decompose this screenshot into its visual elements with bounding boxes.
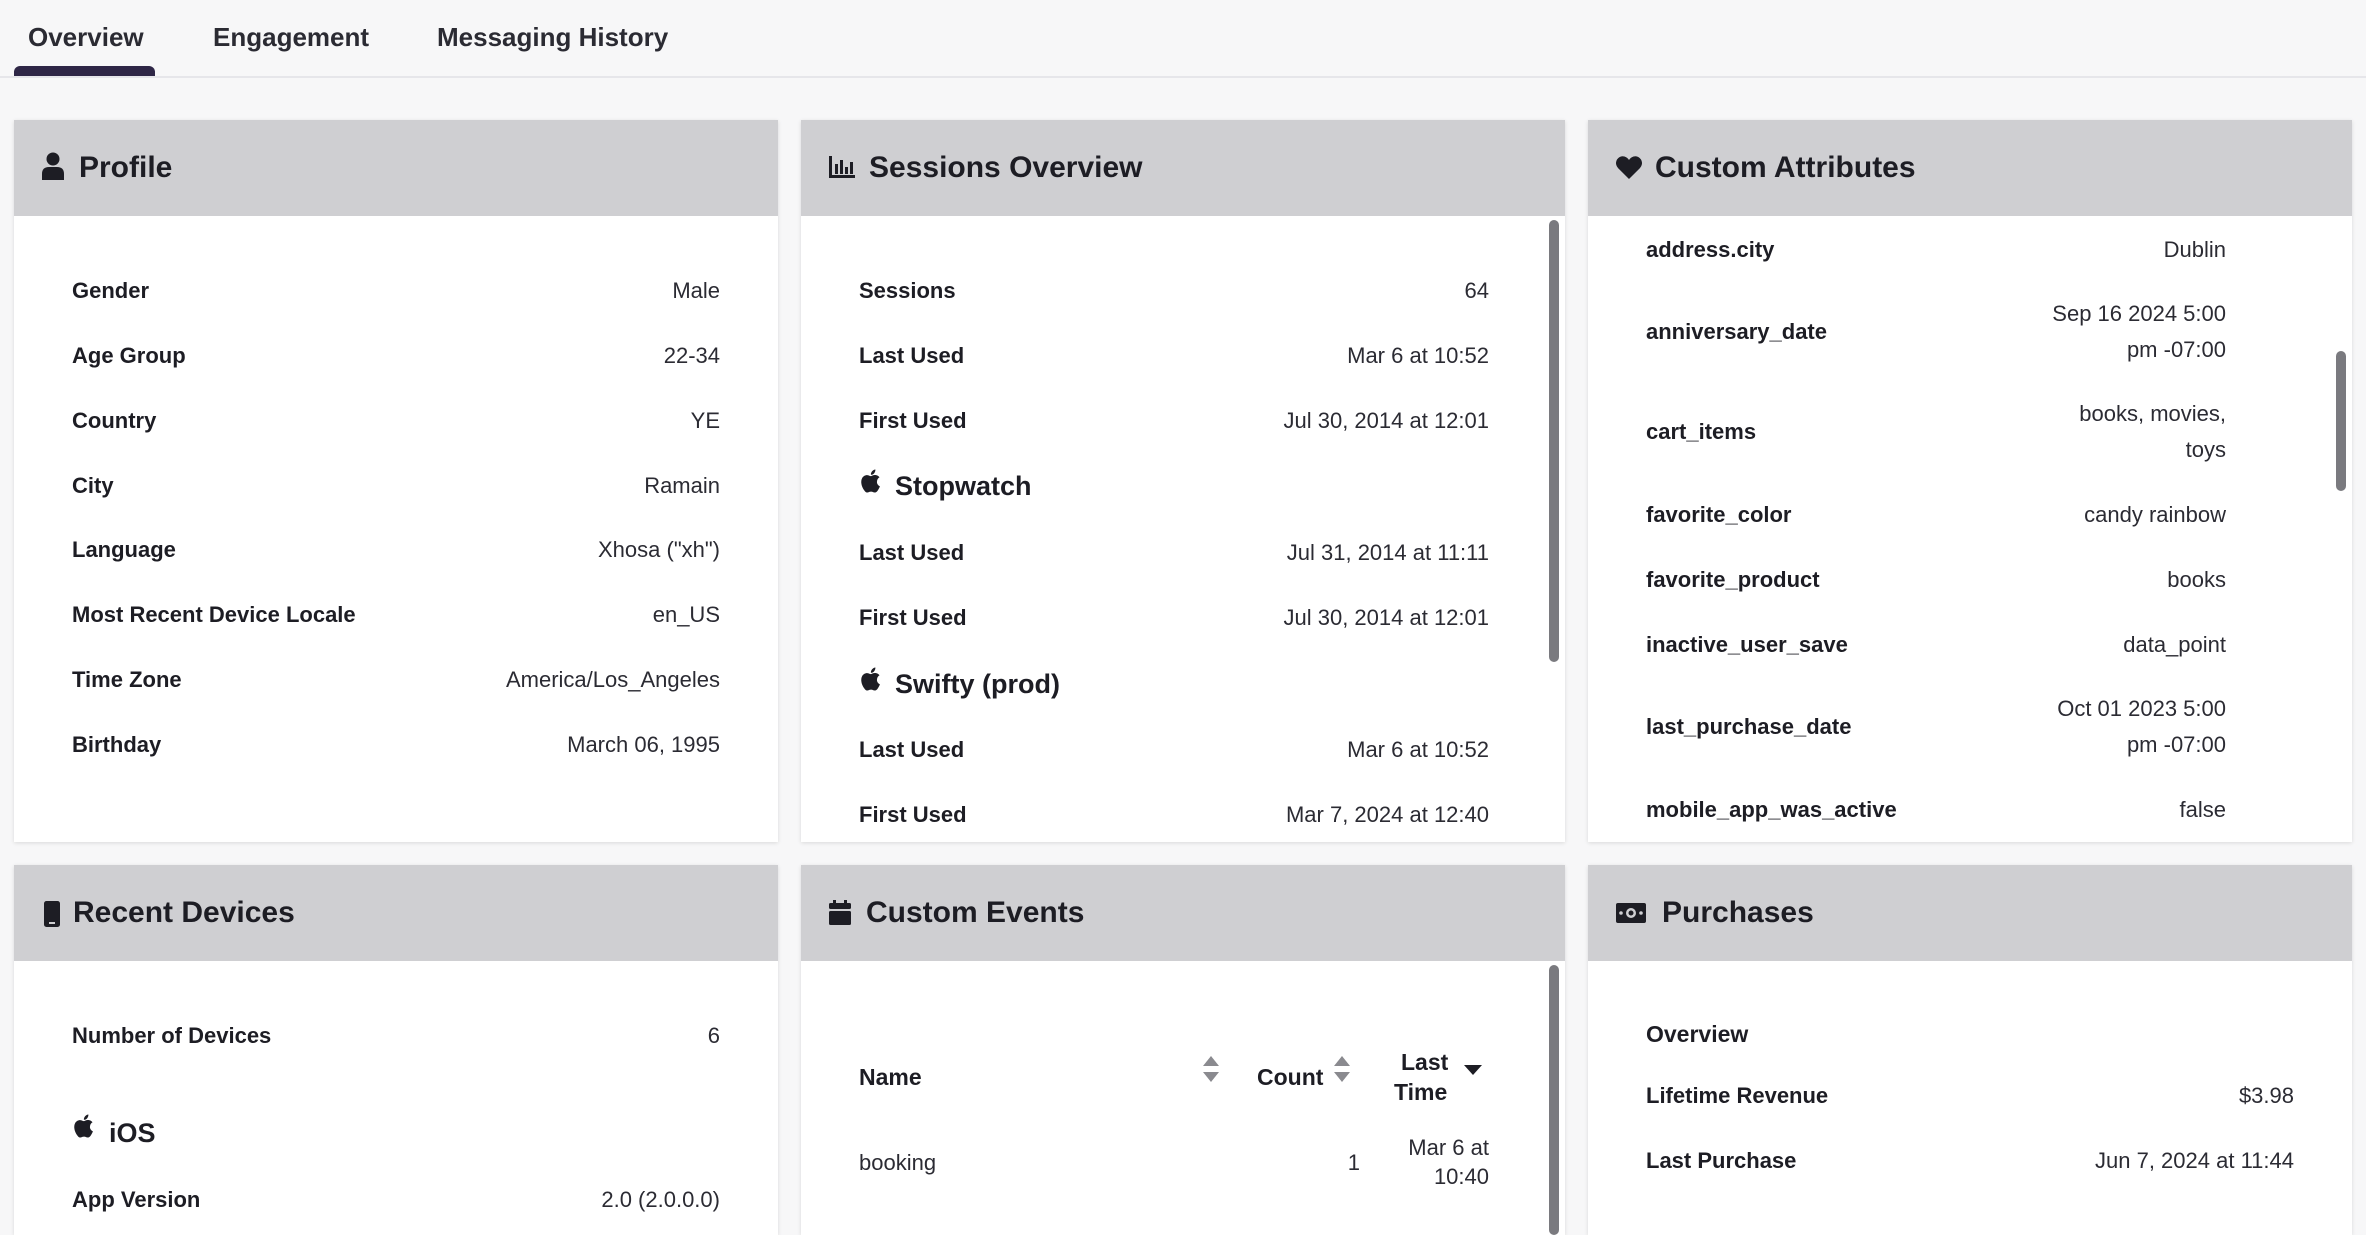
person-icon	[42, 152, 64, 180]
last-purchase-value: Jun 7, 2024 at 11:44	[2095, 1148, 2294, 1173]
profile-label: Birthday	[72, 732, 162, 757]
profile-value: America/Los_Angeles	[505, 667, 720, 692]
sort-icon[interactable]	[1333, 1055, 1351, 1083]
first-used-value: Jul 30, 2014 at 12:01	[1283, 408, 1489, 433]
profile-label: Age Group	[72, 343, 186, 368]
attribute-value: candy rainbow	[2084, 502, 2226, 527]
attribute-value: Oct 01 2023 5:00	[2057, 696, 2226, 721]
lifetime-revenue-value: $3.98	[2238, 1083, 2294, 1108]
purchases-card	[1588, 865, 2352, 1235]
last-used-label: Last Used	[859, 737, 965, 762]
event-name: booking	[859, 1150, 937, 1175]
sessions-label: Sessions	[859, 278, 956, 303]
tab-bar	[0, 0, 2366, 78]
last-used-label: Last Used	[859, 540, 965, 565]
active-tab-indicator	[14, 66, 155, 76]
profile-label: City	[72, 473, 114, 498]
attribute-key: address.city	[1646, 237, 1775, 262]
phone-icon	[44, 901, 60, 927]
attribute-value: data_point	[2123, 632, 2226, 657]
card-title: Purchases	[1662, 896, 1814, 929]
last-purchase-label: Last Purchase	[1646, 1148, 1797, 1173]
attribute-value: Sep 16 2024 5:00	[2052, 301, 2226, 326]
number-of-devices-label: Number of Devices	[72, 1023, 272, 1048]
tab-messaging-history[interactable]: Messaging History	[437, 22, 669, 52]
app-version-value: 2.0 (2.0.0.0)	[601, 1187, 720, 1212]
attribute-value: toys	[2185, 437, 2226, 462]
card-header	[1588, 865, 2352, 961]
calendar-icon	[829, 900, 851, 925]
last-used-value: Mar 6 at 10:52	[1347, 343, 1489, 368]
heart-icon	[1616, 156, 1642, 179]
platform-name: iOS	[109, 1118, 156, 1148]
attribute-key: last_purchase_date	[1646, 714, 1852, 739]
attribute-key: mobile_app_was_active	[1646, 797, 1897, 822]
sessions-scrollbar[interactable]	[1549, 220, 1559, 662]
first-used-label: First Used	[859, 408, 967, 433]
app-version-label: App Version	[72, 1187, 201, 1212]
sessions-value: 64	[1464, 278, 1489, 303]
card-title: Custom Events	[866, 896, 1085, 929]
card-title: Profile	[79, 151, 173, 184]
apple-icon	[859, 468, 881, 494]
attribute-value: Dublin	[2163, 237, 2226, 262]
bar-chart-icon	[829, 156, 855, 178]
last-used-label: Last Used	[859, 343, 965, 368]
column-header-last-time[interactable]: Time	[1394, 1079, 1448, 1105]
profile-card	[14, 120, 778, 842]
lifetime-revenue-label: Lifetime Revenue	[1646, 1083, 1829, 1108]
card-header	[1588, 120, 2352, 216]
card-header	[14, 120, 778, 216]
attribute-value: false	[2179, 797, 2226, 822]
card-header	[801, 120, 1565, 216]
custom-attributes-scrollbar[interactable]	[2336, 351, 2346, 491]
sessions-overview-card	[801, 120, 1565, 842]
attribute-value: pm -07:00	[2126, 337, 2226, 362]
column-header-name[interactable]: Name	[859, 1064, 922, 1090]
sort-icon[interactable]	[1202, 1055, 1220, 1083]
purchases-section-title: Overview	[1646, 1021, 1749, 1047]
attribute-key: inactive_user_save	[1646, 632, 1848, 657]
app-name: Swifty (prod)	[895, 669, 1060, 699]
attribute-value: pm -07:00	[2126, 732, 2226, 757]
event-last-time: Mar 6 at	[1408, 1135, 1489, 1160]
attribute-key: favorite_color	[1646, 502, 1792, 527]
profile-label: Most Recent Device Locale	[72, 602, 356, 627]
event-count: 1	[1347, 1150, 1360, 1175]
attribute-key: favorite_product	[1646, 567, 1820, 592]
recent-devices-card	[14, 865, 778, 1235]
card-header	[801, 865, 1565, 961]
last-used-value: Mar 6 at 10:52	[1347, 737, 1489, 762]
custom-events-scrollbar[interactable]	[1549, 965, 1559, 1235]
first-used-value: Mar 7, 2024 at 12:40	[1285, 802, 1489, 827]
profile-value: March 06, 1995	[567, 732, 720, 757]
first-used-value: Jul 30, 2014 at 12:01	[1283, 605, 1489, 630]
event-last-time: 10:40	[1433, 1164, 1489, 1189]
profile-value: YE	[690, 408, 720, 433]
profile-label: Time Zone	[72, 667, 182, 692]
custom-events-card	[801, 865, 1565, 1235]
profile-value: Ramain	[644, 473, 720, 498]
first-used-label: First Used	[859, 802, 967, 827]
profile-label: Gender	[72, 278, 150, 303]
first-used-label: First Used	[859, 605, 967, 630]
card-header	[14, 865, 778, 961]
column-header-last-time[interactable]: Last	[1401, 1049, 1449, 1075]
custom-attributes-card	[1588, 120, 2352, 842]
sort-desc-icon[interactable]	[1463, 1064, 1483, 1076]
column-header-count[interactable]: Count	[1257, 1064, 1324, 1090]
profile-label: Country	[72, 408, 157, 433]
profile-value: Male	[672, 278, 720, 303]
card-title: Custom Attributes	[1655, 151, 1916, 184]
tab-overview[interactable]: Overview	[28, 22, 144, 52]
number-of-devices-value: 6	[707, 1023, 720, 1048]
attribute-value: books, movies,	[2079, 401, 2226, 426]
card-title: Recent Devices	[73, 896, 295, 929]
money-icon	[1616, 903, 1646, 923]
profile-value: en_US	[652, 602, 720, 627]
apple-icon	[72, 1113, 94, 1139]
last-used-value: Jul 31, 2014 at 11:11	[1286, 540, 1489, 565]
profile-value: 22-34	[663, 343, 720, 368]
tab-engagement[interactable]: Engagement	[213, 22, 370, 52]
profile-value: Xhosa ("xh")	[598, 537, 720, 562]
card-title: Sessions Overview	[869, 151, 1143, 184]
attribute-value: books	[2167, 567, 2226, 592]
attribute-key: cart_items	[1646, 419, 1757, 444]
attribute-key: anniversary_date	[1646, 319, 1827, 344]
profile-label: Language	[72, 537, 176, 562]
apple-icon	[859, 666, 881, 692]
app-name: Stopwatch	[895, 471, 1032, 501]
